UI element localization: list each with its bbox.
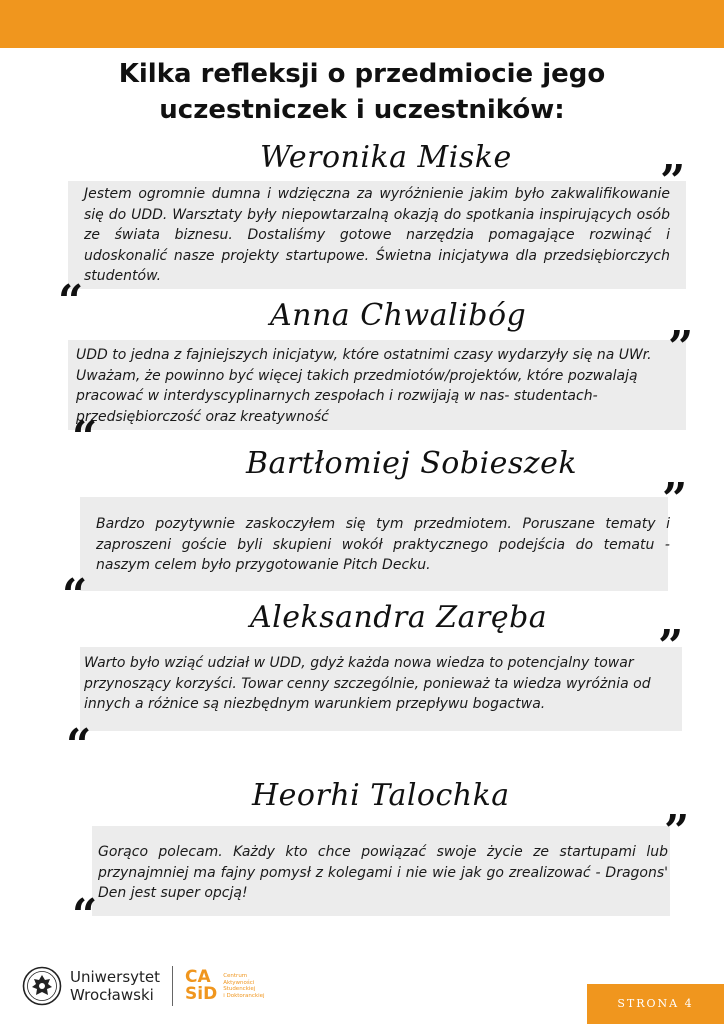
top-accent-bar (0, 0, 724, 48)
university-name-line-2: Wrocławski (70, 986, 154, 1004)
page-title (0, 56, 724, 128)
casid-description-line-2: Aktywności (223, 979, 255, 986)
opening-quote-icon: “ (62, 570, 88, 621)
closing-quote-icon: ” (658, 621, 684, 672)
page-number-label: STRONA 4 (617, 997, 694, 1010)
closing-quote-icon: ” (668, 322, 694, 373)
opening-quote-icon: “ (72, 890, 98, 941)
casid-mark-line-2: SiD (185, 984, 218, 1004)
closing-quote-icon: ” (660, 156, 686, 207)
casid-mark (185, 969, 217, 1003)
page-title-line-1: Kilka refleksji o przedmiocie jego (118, 59, 606, 89)
quote-text-1: Jestem ogromnie dumna i wdzięczna za wyróżnienie jakim było zakwalifikowanie się do UDD. Warsztaty były niepowtarzalną okazją do spotkania inspirujących osób ze świata biznesu. Dostaliśmy gotowe narzędzia pomagające rozwinąć i udoskonalić nasze projekty startupowe. Świetna inicjatywa dla przedsiębiorczych studentów. (84, 186, 670, 284)
opening-quote-icon: “ (58, 276, 84, 327)
quote-text-3: Bardzo pozytywnie zaskoczyłem się tym przedmiotem. Poruszane tematy i zaproszeni goście byli skupieni wokół praktycznego podejścia do tematu - naszym celem było przygotowanie Pitch Decku. (96, 516, 670, 573)
closing-quote-icon: ” (662, 474, 688, 525)
opening-quote-icon: “ (72, 412, 98, 463)
signature-heorhi-talochka: Heorhi Talochka (252, 778, 510, 813)
page-title-line-2: uczestniczek i uczestników: (159, 95, 565, 125)
quote-text-5: Gorąco polecam. Każdy kto chce powiązać swoje życie ze startupami lub przynajmniej ma fajny pomysł z kolegami i nie wie jak go zrealizować - Dragons' Den jest super opcją! (98, 844, 668, 901)
quote-text-2: UDD to jedna z fajniejszych inicjatyw, które ostatnimi czasy wydarzyły się na UWr. Uważam, że powinno być więcej takich przedmiotów/projektów, które pozwalają pracować w interdyscyplinarnych zespołach i rozwijają w nas- studentach- przedsiębiorczość oraz kreatywność (76, 347, 652, 425)
opening-quote-icon: “ (66, 720, 92, 771)
casid-description-line-4: i Doktoranckiej (223, 992, 265, 999)
logo-divider (172, 966, 173, 1006)
page-number-box (587, 984, 724, 1024)
casid-description-line-3: Studenckiej (223, 986, 256, 992)
casid-description (223, 973, 264, 999)
quote-text-4: Warto było wziąć udział w UDD, gdyż każda nowa wiedza to potencjalny towar przynoszący korzyści. Towar cenny szczególnie, ponieważ ta wiedza wyróżnia od innych a różnice są niezbędnym warunkiem przepływu bogactwa. (84, 655, 651, 712)
university-name (70, 968, 160, 1004)
signature-aleksandra-zareba: Aleksandra Zaręba (250, 600, 548, 635)
casid-logo (185, 969, 265, 1003)
signature-weronika-miske: Weronika Miske (260, 140, 512, 175)
closing-quote-icon: ” (664, 806, 690, 857)
casid-description-line-1: Centrum (223, 973, 248, 979)
university-name-line-1: Uniwersytet (70, 968, 160, 986)
casid-mark-line-1: CA (185, 967, 211, 987)
signature-bartlomiej-sobieszek: Bartłomiej Sobieszek (246, 446, 578, 481)
signature-anna-chwalibog: Anna Chwalibóg (270, 298, 527, 333)
university-crest-icon (22, 966, 62, 1006)
footer-logos (22, 962, 265, 1010)
